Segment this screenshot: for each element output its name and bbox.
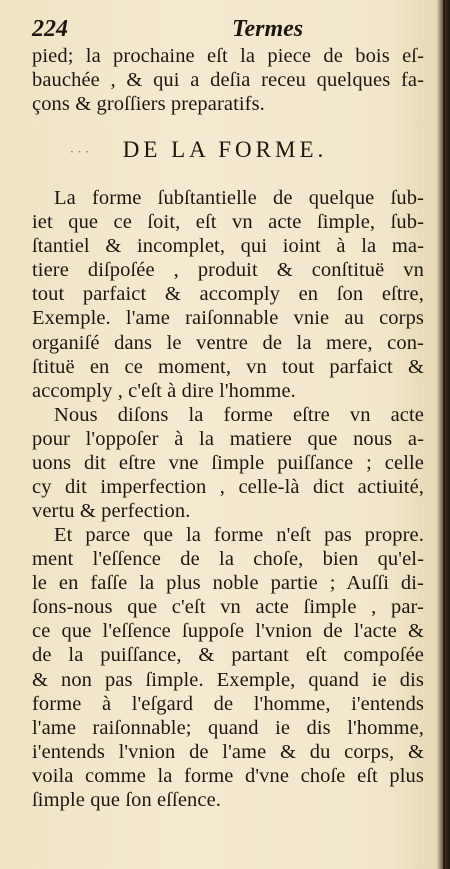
text-line: vertu & perfection. bbox=[32, 500, 191, 523]
decorative-dots: · · · bbox=[70, 145, 90, 159]
running-head bbox=[32, 14, 422, 48]
text-line: La forme ſubſtantielle de quelque ſub- bbox=[54, 187, 424, 209]
text-line: ſtituë en ce moment, vn tout parfaict & bbox=[32, 355, 424, 378]
section-heading: DE LA FORME. bbox=[122, 137, 328, 162]
running-title: Termes bbox=[232, 16, 304, 42]
text-line: voila comme la forme d'vne choſe eſt plus bbox=[32, 764, 424, 787]
text-line: uons dit eſtre vne ſimple puiſſance ; celle bbox=[32, 452, 424, 475]
text-line: de la puiſſance, & partant eſt compoſée bbox=[32, 644, 424, 667]
page-edge-shadow bbox=[443, 0, 445, 869]
text-line: tiere diſpoſée , produit & conſtituë vn bbox=[32, 259, 424, 282]
text-line: organiſé dans le ventre de la mere, con- bbox=[32, 331, 424, 354]
text-line: ſtantiel & incomplet, qui ioint à la ma- bbox=[32, 235, 424, 258]
text-line: & non pas ſimple. Exemple, quand ie dis bbox=[32, 668, 424, 691]
text-line: ce que l'eſſence ſuppoſe l'vnion de l'acte & bbox=[32, 620, 424, 643]
text-line: i'entends l'vnion de l'ame & du corps, & bbox=[32, 740, 424, 763]
paragraph-1 bbox=[32, 186, 424, 403]
paragraph-2 bbox=[32, 403, 424, 523]
text-line: accomply , c'eſt à dire l'homme. bbox=[32, 379, 296, 402]
text-line: pour l'oppoſer à la matiere que nous a- bbox=[32, 428, 424, 451]
text-line: Et parce que la forme n'eſt pas propre. bbox=[54, 524, 424, 546]
text-line: l'ame raiſonnable; quand ie dis l'homme, bbox=[32, 716, 424, 739]
text-line: çons & groſſiers preparatifs. bbox=[32, 93, 265, 116]
text-line: pied; la prochaine eſt la piece de bois eſ- bbox=[32, 45, 424, 67]
text-line: iet que ce ſoit, eſt vn acte ſimple, ſub- bbox=[32, 211, 424, 234]
page-number: 224 bbox=[32, 16, 68, 42]
continuation-paragraph bbox=[32, 44, 424, 116]
text-line: tout parfaict & accomply en ſon eſtre, bbox=[32, 283, 424, 306]
text-line: le en faſſe la plus noble partie ; Auſſi di- bbox=[32, 572, 424, 595]
text-line: Nous diſons la forme eſtre vn acte bbox=[54, 404, 424, 426]
paragraph-3 bbox=[32, 523, 424, 812]
text-line: cy dit imperfection , celle-là dict actiuité, bbox=[32, 476, 424, 499]
text-line: Exemple. l'ame raiſonnable vnie au corps bbox=[32, 307, 424, 330]
text-line: ment l'eſſence de la choſe, bien qu'el- bbox=[32, 548, 424, 571]
text-line: forme à l'eſgard de l'homme, i'entends bbox=[32, 692, 424, 715]
text-line: bauchée , & qui a deſia receu quelques fa- bbox=[32, 69, 424, 92]
text-line: ſons-nous que c'eſt vn acte ſimple , par- bbox=[32, 596, 424, 619]
text-line: ſimple que ſon eſſence. bbox=[32, 789, 222, 812]
